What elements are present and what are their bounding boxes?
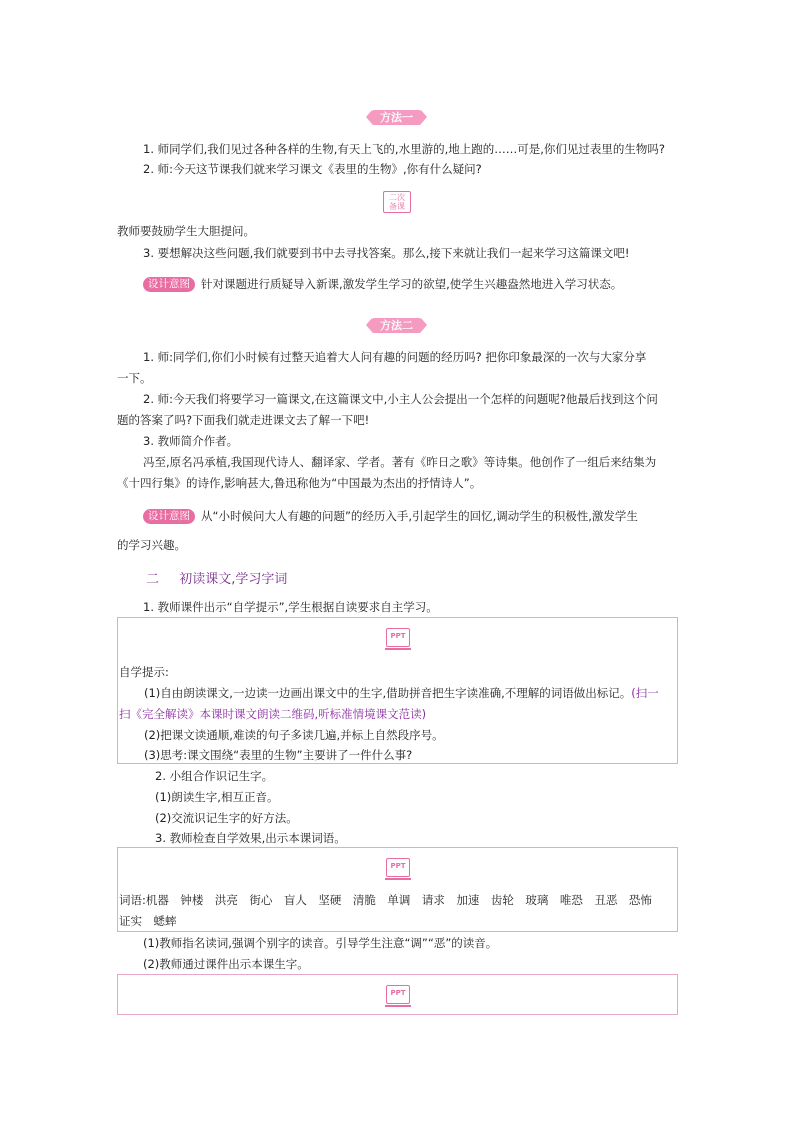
self-study-line-1-text: (1)自由朗读课文,一边读一边画出课文中的生字,借助拼音把生字读准确,不理解的词语做出标记。 <box>144 686 632 700</box>
m2-paragraph-1b: 一下。 <box>117 371 152 385</box>
s2-paragraph-3-1: (1)教师指名读词,强调个别字的读音。引导学生注意“调”“恶”的读音。 <box>143 936 498 950</box>
s2-paragraph-3: 3. 教师检查自学效果,出示本课词语。 <box>155 831 346 845</box>
m1-paragraph-3: 教师要鼓励学生大胆提问。 <box>117 224 255 238</box>
section-number: 二 <box>146 572 160 587</box>
m1-design-intent <box>143 274 622 294</box>
m1-paragraph-4: 3. 要想解决这些问题,我们就要到书中去寻找答案。那么,接下来就让我们一起来学习这篇课文吧! <box>143 246 630 260</box>
vocabulary-line-2: 证实 蟋蟀 <box>119 914 177 928</box>
self-study-box <box>117 617 678 764</box>
s2-paragraph-2-2: (2)交流识记生字的好方法。 <box>155 811 298 825</box>
method-one-badge: 方法一 <box>372 110 421 125</box>
design-intent-badge-2: 设计意图 <box>143 509 195 524</box>
scan-link-text[interactable]: 扫《完全解读》本课时课文朗读二维码,听标准情境课文范读) <box>119 707 427 721</box>
second-prep-badge <box>383 191 411 213</box>
section-heading <box>146 568 287 587</box>
m2-paragraph-1a: 1. 师:同学们,你们小时候有过整天追着大人问有趣的问题的经历吗? 把你印象最深的一次与大家分享 <box>143 350 647 364</box>
second-prep-label: 二次备课 <box>389 193 405 211</box>
method-two-badge: 方法二 <box>372 318 421 333</box>
self-study-line-4: (3)思考:课文围绕“表里的生物”主要讲了一件什么事? <box>144 748 413 762</box>
m2-paragraph-2b: 题的答案了吗?下面我们就走进课文去了解一下吧! <box>117 413 370 427</box>
self-study-line-3: (2)把课文读通顺,难读的句子多读几遍,并标上自然段序号。 <box>144 728 444 742</box>
design-intent-text: 针对课题进行质疑导入新课,激发学生学习的欲望,使学生兴趣盎然地进入学习状态。 <box>201 277 623 291</box>
m2-paragraph-2a: 2. 师:今天我们将要学习一篇课文,在这篇课文中,小主人公会提出一个怎样的问题呢?他最后找到这个问 <box>143 392 658 406</box>
self-study-line-1 <box>144 683 659 703</box>
ppt-icon: PPT <box>386 628 410 647</box>
ppt-icon-3: PPT <box>386 985 410 1004</box>
m2-paragraph-3: 3. 教师简介作者。 <box>143 434 239 448</box>
s2-paragraph-2: 2. 小组合作识记生字。 <box>155 769 274 783</box>
m2-paragraph-4b: 《十四行集》的诗作,影响甚大,鲁迅称他为“中国最为杰出的抒情诗人”。 <box>117 476 482 490</box>
s2-paragraph-2-1: (1)朗读生字,相互正音。 <box>155 790 279 804</box>
m2-design-intent <box>143 506 638 526</box>
vocabulary-box <box>117 847 678 932</box>
m2-design-intent-2b: 的学习兴趣。 <box>117 538 186 552</box>
scan-link-start[interactable]: (扫一 <box>631 686 659 700</box>
section-title: 初读课文,学习字词 <box>179 572 288 587</box>
design-intent-badge: 设计意图 <box>143 277 195 292</box>
m1-paragraph-2: 2. 师:今天这节课我们就来学习课文《表里的生物》,你有什么疑问? <box>143 162 482 176</box>
self-study-title: 自学提示: <box>119 665 169 679</box>
s2-paragraph-1: 1. 教师课件出示“自学提示”,学生根据自读要求自主学习。 <box>143 600 438 614</box>
vocabulary-line-1: 词语:机器 钟楼 洪亮 街心 盲人 坚硬 清脆 单调 请求 加速 齿轮 玻璃 唯恐 丑恶 恐怖 <box>119 893 652 907</box>
ppt-icon-2: PPT <box>386 858 410 877</box>
design-intent-text-2a: 从“小时候问大人有趣的问题”的经历入手,引起学生的回忆,调动学生的积极性,激发学生 <box>201 509 638 523</box>
m1-paragraph-1: 1. 师同学们,我们见过各种各样的生物,有天上飞的,水里游的,地上跑的……可是,你们见过表里的生物吗? <box>143 142 666 156</box>
characters-box <box>117 974 678 1015</box>
m2-paragraph-4a: 冯至,原名冯承植,我国现代诗人、翻译家、学者。著有《昨日之歌》等诗集。他创作了一组后来结集为 <box>143 455 657 469</box>
s2-paragraph-3-2: (2)教师通过课件出示本课生字。 <box>143 957 309 971</box>
